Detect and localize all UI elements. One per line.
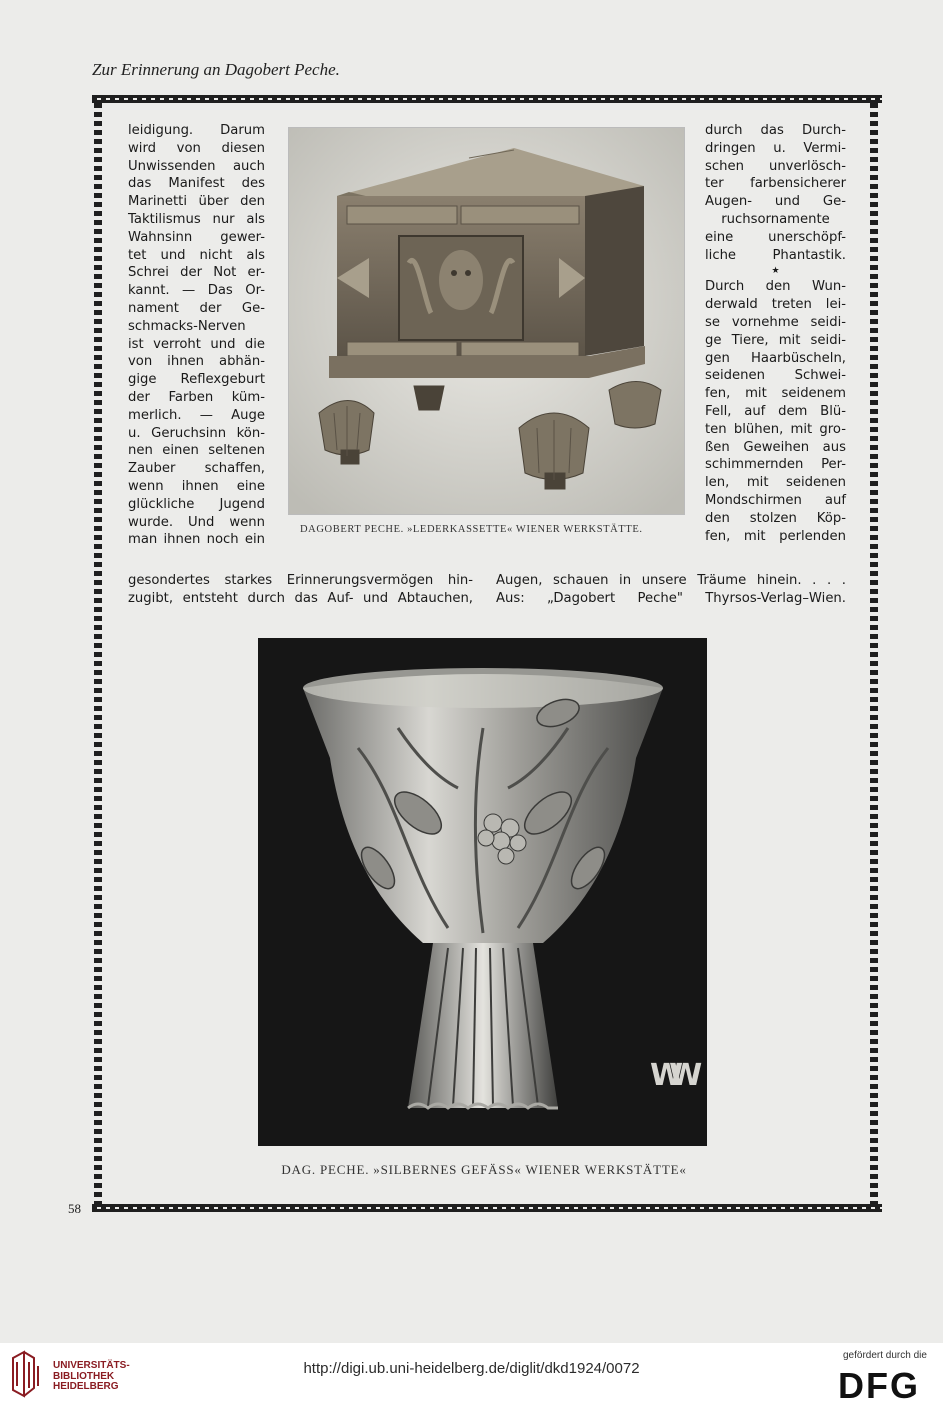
funded-by-text: gefördert durch die (843, 1350, 927, 1361)
text-line: ge Tiere, mit seidi- (705, 332, 846, 348)
text-line: ten blühen, mit gro- (705, 421, 846, 437)
text-line: wenn ihnen eine (128, 478, 265, 494)
text-line: von ihnen abhän- (128, 354, 265, 370)
frame-right (870, 100, 878, 1206)
text-line: gen Haarbüscheln, (705, 350, 846, 366)
text-line: ruchsornamente (721, 211, 830, 227)
text-line: dringen u. Vermi- (705, 140, 846, 156)
text-line: gige Reflexgeburt (128, 372, 265, 388)
frame-bottom (92, 1204, 882, 1212)
text-line: Taktilismus nur als (128, 211, 265, 227)
section-star: ★ (771, 266, 780, 277)
text-line: liche Phantastik. (705, 247, 846, 263)
text-line: Zauber schaffen, (128, 461, 265, 477)
text-line: Augen, schauen in unsere Träume hinein. . . . (496, 573, 846, 588)
text-line: den stolzen Köp- (705, 510, 846, 526)
library-line: HEIDELBERG (53, 1381, 119, 1392)
text-line: glückliche Jugend (128, 496, 265, 512)
text-line: schen unverlösch- (705, 158, 846, 174)
text-line: ßen Geweihen aus (705, 439, 846, 455)
silver-vessel-photo (258, 638, 707, 1146)
text-line: Fell, auf dem Blü- (705, 403, 846, 419)
dfg-logo[interactable]: DFG (838, 1365, 920, 1406)
text-line: Aus: „Dagobert Peche" Thyrsos-Verlag–Wien. (496, 590, 846, 606)
text-line: Unwissenden auch (128, 158, 265, 174)
text-line: wird von diesen (128, 140, 265, 156)
text-line: Augen- und Ge- (705, 194, 846, 210)
text-line: leidigung. Darum (128, 123, 265, 138)
left-column (128, 122, 265, 549)
running-title: Zur Erinnerung an Dagobert Peche. (92, 60, 340, 79)
text-line: der Farben küm- (128, 389, 265, 405)
text-line: merlich. — Auge (128, 407, 265, 423)
text-line: ter farbensicherer (705, 176, 846, 192)
text-line: Durch den Wun- (705, 279, 846, 295)
text-line: kannt. — Das Or- (128, 283, 265, 299)
text-line: len, mit seidenen (705, 475, 846, 491)
text-line: schmacks-Nerven (128, 318, 246, 334)
frame-top (92, 95, 882, 103)
text-line: gesondertes starkes Erinnerungsvermögen hin- (128, 573, 473, 588)
text-line: Mondschirmen auf (705, 492, 846, 508)
text-line: se vornehme seidi- (705, 314, 846, 330)
text-line: derwald treten lei- (705, 297, 846, 313)
text-line: Marinetti über den (128, 194, 265, 210)
text-line: tet und nicht als (128, 247, 265, 263)
text-line: seidenen Schwei- (705, 368, 846, 384)
text-line: Wahnsinn gewer- (128, 229, 265, 245)
text-line: zugibt, entsteht durch das Auf- und Abtauchen, (128, 590, 473, 606)
text-line: eine unerschöpf- (705, 229, 846, 245)
permalink-url[interactable]: http://digi.ub.uni-heidelberg.de/diglit/dkd1924/0072 (303, 1360, 640, 1377)
text-line: Schrei der Not er- (128, 265, 265, 281)
text-line: fen, mit seidenem (705, 386, 846, 402)
left-wide-lines (128, 572, 473, 608)
page-number: 58 (68, 1201, 81, 1216)
frame-left (94, 100, 102, 1206)
text-line: u. Geruchsinn kön- (128, 425, 265, 441)
text-line: das Manifest des (128, 176, 265, 192)
casket-photo (288, 127, 685, 515)
text-line: nen einen seltenen (128, 443, 265, 459)
library-line: BIBLIOTHEK (53, 1370, 115, 1382)
library-line: UNIVERSITÄTS- (53, 1360, 130, 1371)
right-wide-lines (496, 572, 846, 608)
ww-monogram: WW (650, 1058, 689, 1093)
right-column (705, 122, 846, 545)
caption-casket: DAGOBERT PECHE. »LEDERKASSETTE« WIENER WERKSTÄTTE. (300, 524, 643, 535)
text-line: nament der Ge- (128, 300, 265, 316)
text-line: wurde. Und wenn (128, 514, 265, 530)
text-line: ist verroht und die (128, 336, 265, 352)
text-line: schimmernden Per- (705, 457, 846, 473)
text-line: man ihnen noch ein (128, 532, 265, 548)
text-line: fen, mit perlenden (705, 528, 846, 544)
text-line: durch das Durch- (705, 123, 846, 138)
caption-vessel: DAG. PECHE. »SILBERNES GEFÄSS« WIENER WERKSTÄTTE« (281, 1162, 687, 1177)
